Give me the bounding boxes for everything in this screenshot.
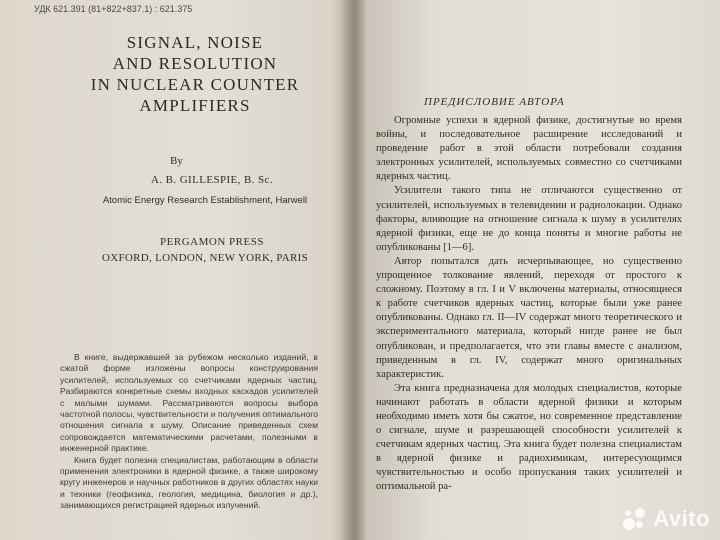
publisher: PERGAMON PRESS	[160, 236, 264, 248]
avito-brand: Avito	[653, 506, 710, 531]
author-affiliation: Atomic Energy Research Establishment, Harwell	[102, 195, 308, 206]
annotation-paragraph: В книге, выдержавшей за рубежом несколько изданий, в сжатой форме изложены вопросы конструирования усилителей, используемых со счетчиками ядерных частиц. Разбираются конкретные схемы входных каскадов усилителей с малыми шумами. Рассматриваются вопросы выбора частотной полосы, чувствительности и получения оптимального отношения сигнала к шуму. Описание приведенных схем сопровождается математическими расчетами, полезными в инженерной практике.	[60, 352, 318, 454]
title-line: AMPLIFIERS	[139, 96, 251, 115]
avito-logo-icon	[621, 506, 647, 532]
author-name: A. B. GILLESPIE, B. Sc.	[151, 174, 273, 186]
right-page	[362, 0, 720, 540]
annotation-paragraph: Книга будет полезна специалистам, работающим в области применения электроники в ядерной физике, а также широкому кругу инженеров и научных работников в других областях науки и техники (геофизика, геология, медицина, биология и др.), занимающихся регистрацией ядерных излучений.	[60, 454, 318, 511]
udk-code: УДК 621.391 (81+822+837.1) : 621.375	[34, 4, 193, 14]
title-line: AND RESOLUTION	[112, 54, 278, 73]
preface-paragraph: Эта книга предназначена для молодых специалистов, которые начинают работать в области ядерной физики и которым необходимо иметь хотя бы сжатое, но современное представление о сигнале, шуме и разрешающей способности усилителей к счетчикам ядерных частиц. Эта книга будет полезна специалистам в ядерной физике и радиохимикам, интересующимся чувствительностью и особо пропускания таких усилителей и оптимальной ра-	[376, 382, 682, 493]
title-line: SIGNAL, NOISE	[126, 33, 264, 52]
preface-text	[376, 114, 682, 495]
preface-paragraph: Автор попытался дать исчерпывающее, но существенно упрощенное толкование явлений, переходя от простого к сложному. Поэтому в гл. I и V включены материалы, относящиеся к работе счетчиков ядерных частиц, которые были уже ранее опубликованы. Однако гл. II—IV содержат много теоретического и экспериментального материала, который нигде ранее не был опубликован, и предполагается, что эти главы вместе с анализом, приведенным в гл. IV, содержат много оригинальных характеристик.	[376, 255, 682, 380]
preface-paragraph: Усилители такого типа не отличаются существенно от усилителей, используемых в телевидении и радиолокации. Однако факторы, влияющие на отношение сигнала к шуму в усилителях ядерной физики, еще не до конца поняты и многие работы не опубликованы [1—6].	[376, 185, 682, 253]
left-page	[0, 0, 352, 540]
avito-watermark	[621, 506, 710, 532]
book-annotation	[60, 352, 318, 512]
preface-paragraph: Огромные успехи в ядерной физике, достигнутые во время войны, и последовательное расширение исследований и проведение работ в этой области потребовали создания электронных усилителей, используемых совместно со счетчиками ядерных частиц.	[376, 115, 682, 183]
preface-heading: ПРЕДИСЛОВИЕ АВТОРА	[424, 96, 565, 108]
by-label: By	[170, 155, 183, 167]
publisher-cities: OXFORD, LONDON, NEW YORK, PARIS	[102, 252, 308, 264]
book-title	[60, 32, 330, 116]
title-line: IN NUCLEAR COUNTER	[90, 75, 300, 94]
